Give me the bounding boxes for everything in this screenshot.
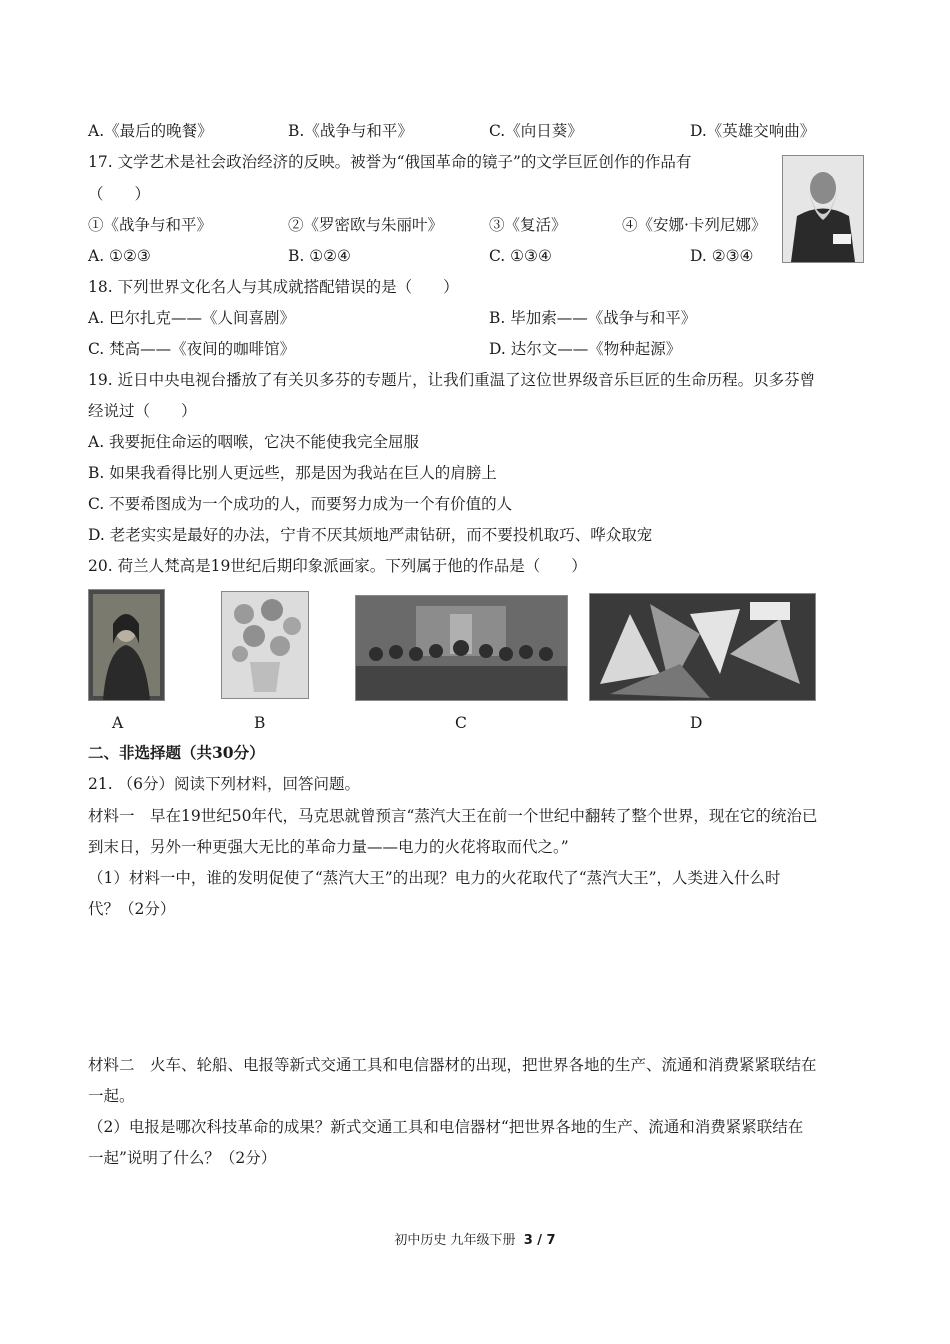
q21-question-two-line1: （2）电报是哪次科技革命的成果？新式交通工具和电信器材“把世界各地的生产、流通和消费紧紧联结在 <box>88 1118 804 1136</box>
q20-label-d: D <box>690 714 703 732</box>
q17-stem: 17. 文学艺术是社会政治经济的反映。被誉为“俄国革命的镜子”的文学巨匠创作的作品有 <box>88 153 692 171</box>
q19-stem-line2: 经说过（ ） <box>88 402 197 420</box>
footer-page-number: 3 / 7 <box>523 1233 556 1248</box>
q21-material-two-line2: 一起。 <box>88 1087 135 1105</box>
q18-option-d: D. 达尔文——《物种起源》 <box>489 340 682 358</box>
q20-label-b: B <box>254 714 266 732</box>
q21-material-two-line1: 材料二 火车、轮船、电报等新式交通工具和电信器材的出现，把世界各地的生产、流通和消费紧紧联结在 <box>88 1056 817 1074</box>
q20-stem: 20. 荷兰人梵高是19世纪后期印象派画家。下列属于他的作品是（ ） <box>88 557 587 575</box>
q17-option-b: B. ①②④ <box>288 247 351 265</box>
q21-material-one-line2: 到末日，另外一种更强大无比的革命力量——电力的火花将取而代之。” <box>88 838 569 856</box>
q19-stem-line1: 19. 近日中央电视台播放了有关贝多芬的专题片，让我们重温了这位世界级音乐巨匠的生命历程。贝多芬曾 <box>88 371 816 389</box>
q18-option-b: B. 毕加索——《战争与和平》 <box>489 309 697 327</box>
q21-question-one-line2: 代？（2分） <box>88 900 176 918</box>
q16-option-d: D.《英雄交响曲》 <box>690 122 816 140</box>
q17-paren: （ ） <box>88 185 151 203</box>
q17-option-a: A. ①②③ <box>88 247 151 265</box>
page-footer <box>0 1229 950 1248</box>
q21-question-one-line1: （1）材料一中，谁的发明促使了“蒸汽大王”的出现？电力的火花取代了“蒸汽大王”，人类进入什么时 <box>88 869 781 887</box>
q18-stem: 18. 下列世界文化名人与其成就搭配错误的是（ ） <box>88 278 459 296</box>
q21-question-two-line2: 一起”说明了什么？（2分） <box>88 1149 277 1167</box>
q20-label-a: A <box>112 714 124 732</box>
q16-option-c: C.《向日葵》 <box>489 122 583 140</box>
q16-option-b: B.《战争与和平》 <box>288 122 413 140</box>
q21-material-one-line1: 材料一 早在19世纪50年代，马克思就曾预言“蒸汽大王在前一个世纪中翻转了整个世界，现在它的统治已 <box>88 807 818 825</box>
q17-item-1: ①《战争与和平》 <box>88 216 213 234</box>
q18-option-c: C. 梵高——《夜间的咖啡馆》 <box>88 340 296 358</box>
q19-option-c: C. 不要希图成为一个成功的人，而要努力成为一个有价值的人 <box>88 495 513 513</box>
q17-item-3: ③《复活》 <box>489 216 567 234</box>
q19-option-d: D. 老老实实是最好的办法，宁肯不厌其烦地严肃钻研，而不要投机取巧、哗众取宠 <box>88 526 653 544</box>
q19-option-a: A. 我要扼住命运的咽喉，它决不能使我完全屈服 <box>88 433 420 451</box>
last-supper-image <box>355 595 568 701</box>
q19-option-b: B. 如果我看得比别人更远些，那是因为我站在巨人的肩膀上 <box>88 464 497 482</box>
q17-option-c: C. ①③④ <box>489 247 552 265</box>
sunflowers-image <box>221 591 309 699</box>
q18-option-a: A. 巴尔扎克——《人间喜剧》 <box>88 309 296 327</box>
guernica-image <box>589 593 816 701</box>
q17-item-2: ②《罗密欧与朱丽叶》 <box>288 216 444 234</box>
footer-text: 初中历史 九年级下册 <box>394 1233 516 1248</box>
section-two-title: 二、非选择题（共30分） <box>88 743 265 762</box>
q20-label-c: C <box>455 714 467 732</box>
q17-item-4: ④《安娜·卡列尼娜》 <box>622 216 767 234</box>
q16-option-a: A.《最后的晚餐》 <box>88 122 213 140</box>
tolstoy-portrait-image <box>782 155 864 263</box>
q21-stem: 21. （6分）阅读下列材料，回答问题。 <box>88 775 360 793</box>
q17-option-d: D. ②③④ <box>690 247 754 265</box>
mona-lisa-image <box>88 589 165 701</box>
